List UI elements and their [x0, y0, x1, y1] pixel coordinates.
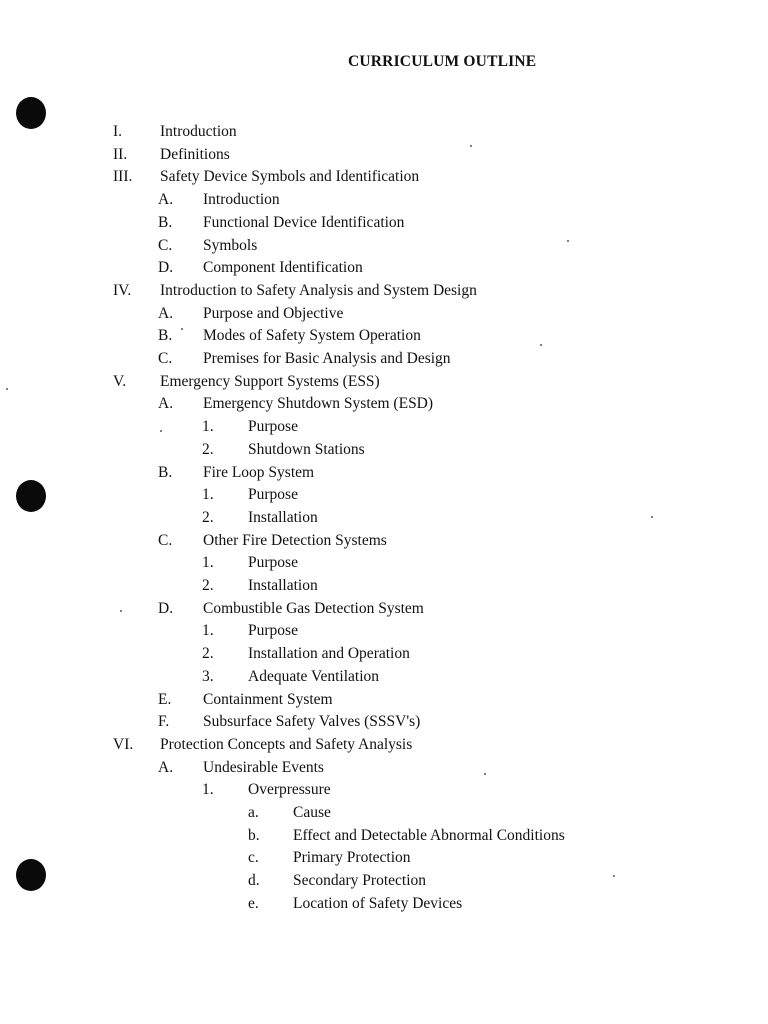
outline-item-text: Purpose: [248, 554, 298, 571]
outline-item-text: Effect and Detectable Abnormal Conditions: [293, 827, 565, 844]
outline-item-number: III.: [113, 168, 133, 185]
outline-item-number: 1.: [202, 418, 214, 435]
outline-item-text: Shutdown Stations: [248, 441, 365, 458]
outline-item-number: d.: [248, 872, 260, 889]
outline-item-text: Component Identification: [203, 259, 363, 276]
outline-item-number: A.: [158, 191, 174, 208]
outline-item-text: Emergency Shutdown System (ESD): [203, 395, 434, 412]
scan-speck: [6, 388, 8, 390]
outline-item-number: 1.: [202, 781, 214, 798]
scan-speck: [613, 875, 615, 877]
outline-item-number: 2.: [202, 577, 214, 594]
outline-item-number: C.: [158, 237, 173, 254]
outline-item-text: Purpose: [248, 486, 298, 503]
outline-item-number: A.: [158, 395, 174, 412]
outline-item-number: D.: [158, 600, 174, 617]
outline-item-text: Containment System: [203, 691, 333, 708]
outline-item-text: Installation: [248, 577, 318, 594]
outline-item-text: Purpose: [248, 418, 298, 435]
outline-item-number: 3.: [202, 668, 214, 685]
outline-item-text: Location of Safety Devices: [293, 895, 463, 912]
outline-item-number: 2.: [202, 645, 214, 662]
outline-item-text: Premises for Basic Analysis and Design: [203, 350, 451, 367]
outline-item-text: Installation: [248, 509, 318, 526]
outline-item-number: A.: [158, 305, 174, 322]
scan-speck: [484, 773, 486, 775]
scan-speck: [651, 516, 653, 518]
outline-item-number: c.: [248, 849, 259, 866]
outline-item-text: Cause: [293, 804, 331, 821]
outline-item-text: Adequate Ventilation: [248, 668, 380, 685]
outline-item-text: Protection Concepts and Safety Analysis: [160, 736, 413, 753]
outline-item-number: C.: [158, 350, 173, 367]
outline-item-text: Subsurface Safety Valves (SSSV's): [203, 713, 421, 730]
outline-item-number: 1.: [202, 622, 214, 639]
outline-item-number: II.: [113, 146, 128, 163]
outline-item-text: Emergency Support Systems (ESS): [160, 373, 380, 390]
outline-item-text: Undesirable Events: [203, 759, 324, 776]
outline-item-number: F.: [158, 713, 170, 730]
outline-item-text: Overpressure: [248, 781, 331, 798]
outline-item-text: Safety Device Symbols and Identification: [160, 168, 420, 185]
scan-speck: [567, 240, 569, 242]
outline-item-text: Functional Device Identification: [203, 214, 405, 231]
outline-item-number: V.: [113, 373, 127, 390]
scan-speck: [120, 610, 122, 612]
outline-item-text: Other Fire Detection Systems: [203, 532, 387, 549]
outline-item-text: Secondary Protection: [293, 872, 427, 889]
outline-item-number: VI.: [113, 736, 134, 753]
page-title: CURRICULUM OUTLINE: [348, 53, 537, 70]
outline-item-number: b.: [248, 827, 260, 844]
outline-item-number: B.: [158, 464, 173, 481]
outline-item-text: Fire Loop System: [203, 464, 315, 481]
outline-item-text: Primary Protection: [293, 849, 411, 866]
outline-item-number: B.: [158, 214, 173, 231]
outline-item-text: Introduction: [203, 191, 280, 208]
outline-item-number: IV.: [113, 282, 132, 299]
outline-item-number: e.: [248, 895, 259, 912]
outline-item-number: 2.: [202, 509, 214, 526]
scan-speck: [160, 430, 162, 432]
scan-speck: [540, 344, 542, 346]
outline-item-text: Introduction: [160, 123, 237, 140]
scan-speck: [470, 145, 472, 147]
outline-item-number: a.: [248, 804, 259, 821]
outline-item-text: Definitions: [160, 146, 230, 163]
outline-item-text: Symbols: [203, 237, 258, 254]
outline-item-number: I.: [113, 123, 123, 140]
outline-item-text: Combustible Gas Detection System: [203, 600, 424, 617]
outline-item-text: Modes of Safety System Operation: [203, 327, 421, 344]
outline-item-number: E.: [158, 691, 172, 708]
outline-item-text: Purpose: [248, 622, 298, 639]
outline-item-number: 1.: [202, 554, 214, 571]
outline-item-number: C.: [158, 532, 173, 549]
outline-item-text: Introduction to Safety Analysis and System Design: [160, 282, 477, 299]
outline-item-number: D.: [158, 259, 174, 276]
outline-item-number: 1.: [202, 486, 214, 503]
outline-item-text: Purpose and Objective: [203, 305, 344, 322]
outline-item-number: 2.: [202, 441, 214, 458]
outline-item-number: B.: [158, 327, 173, 344]
outline-item-number: A.: [158, 759, 174, 776]
outline-item-text: Installation and Operation: [248, 645, 410, 662]
scan-speck: [181, 328, 183, 330]
